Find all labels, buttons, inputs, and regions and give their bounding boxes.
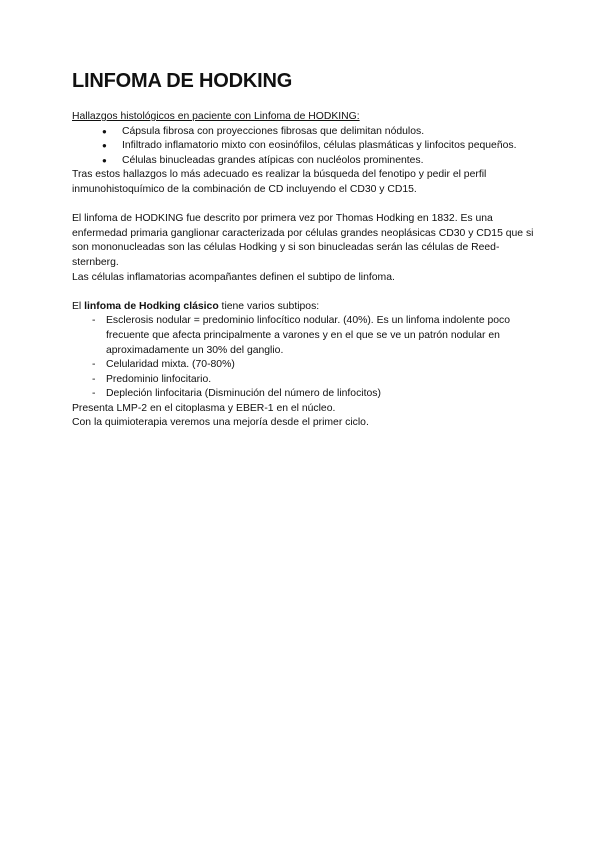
spacer — [72, 285, 542, 300]
subtype-item: - Depleción linfocitaria (Disminución del número de linfocitos) — [92, 387, 542, 402]
finding-item: ● Infiltrado inflamatorio mixto con eosinófilos, células plasmáticas y linfocitos pequeños. — [108, 139, 542, 154]
intro-text: tiene varios subtipos: — [218, 300, 320, 312]
findings-conclusion: Tras estos hallazgos lo más adecuado es realizar la búsqueda del fenotipo y pedir el perfil inmunohistoquímico de la combinación de CD incluyendo el CD30 y CD15. — [72, 169, 487, 195]
finding-item: ● Células binucleadas grandes atípicas con nucléolos prominentes. — [108, 154, 542, 169]
spacer — [72, 198, 542, 213]
finding-item: ● Cápsula fibrosa con proyecciones fibrosas que delimitan nódulos. — [108, 125, 542, 140]
intro-bold: linfoma de Hodking clásico — [84, 300, 219, 312]
findings-heading: Hallazgos histológicos en paciente con Linfoma de HODKING: — [72, 111, 360, 122]
treatment-line: Con la quimioterapia veremos una mejoría desde el primer ciclo. — [72, 417, 369, 429]
subtype-item: - Esclerosis nodular = predominio linfocítico nodular. (40%). Es un linfoma indolente poco frecuente que afecta principalmente a varones y en el que se ve un patrón nodular en aproximadamente un 30% del ganglio. — [92, 314, 542, 358]
subtype-item: - Celularidad mixta. (70-80%) — [92, 358, 542, 373]
subtypes-intro — [72, 300, 542, 315]
subtype-item: - Predominio linfocitario. — [92, 373, 542, 388]
document-title: LINFOMA DE HODKING — [72, 70, 293, 92]
intro-text: El — [72, 300, 85, 312]
subtype-paragraph: Las células inflamatorias acompañantes definen el subtipo de linfoma. — [72, 271, 395, 283]
findings-list — [72, 125, 542, 169]
markers-line: Presenta LMP-2 en el citoplasma y EBER-1 en el núcleo. — [72, 402, 336, 414]
history-paragraph: El linfoma de HODKING fue descrito por primera vez por Thomas Hodking en 1832. Es una enfermedad primaria ganglionar caracterizada por células grandes neoplásicas CD30 y CD15 que si son mononucleadas son las células Hodking y si son binucleadas serán las células de Reed-sternberg. — [72, 213, 534, 268]
document-body — [72, 110, 542, 431]
subtypes-list — [72, 314, 542, 402]
